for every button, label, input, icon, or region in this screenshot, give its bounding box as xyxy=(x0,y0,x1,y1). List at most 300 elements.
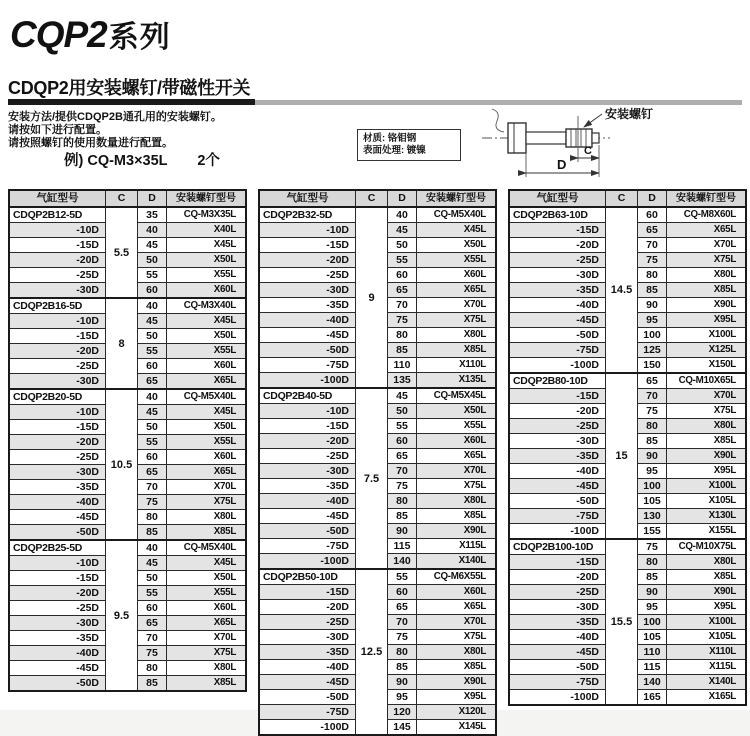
screw-diagram-svg xyxy=(478,96,746,190)
screw-model-cell: X150L xyxy=(667,358,747,374)
cylinder-model-cell: -35D xyxy=(9,631,106,646)
screw-model-cell: X110L xyxy=(417,358,497,373)
cylinder-model-cell: -35D xyxy=(259,298,356,313)
cylinder-model-cell: -35D xyxy=(259,645,356,660)
dim-d-cell: 65 xyxy=(638,223,667,238)
screw-model-cell: X65L xyxy=(167,616,247,631)
material-box xyxy=(357,129,461,161)
dim-d-cell: 60 xyxy=(388,268,417,283)
dim-d-cell: 110 xyxy=(388,358,417,373)
cylinder-model-cell: CDQP2B16-5D xyxy=(9,298,106,314)
cylinder-model-cell: -35D xyxy=(509,615,606,630)
dim-d-cell: 60 xyxy=(138,359,167,374)
screw-head xyxy=(508,123,526,153)
dim-d-cell: 80 xyxy=(638,419,667,434)
screw-model-cell: X95L xyxy=(667,600,747,615)
screw-model-cell: X95L xyxy=(667,313,747,328)
table-row xyxy=(9,389,246,405)
dim-d-cell: 105 xyxy=(638,494,667,509)
screw-model-cell: X45L xyxy=(167,405,247,420)
dim-d-cell: 80 xyxy=(388,645,417,660)
dim-d-cell: 60 xyxy=(138,601,167,616)
intro-text xyxy=(8,111,222,150)
cylinder-model-cell: -25D xyxy=(259,268,356,283)
dim-d-cell: 75 xyxy=(638,539,667,555)
dim-d-cell: 165 xyxy=(638,690,667,706)
screw-model-cell: CQ-M3X40L xyxy=(167,298,247,314)
cylinder-model-cell: -75D xyxy=(259,539,356,554)
cylinder-model-cell: -15D xyxy=(9,420,106,435)
cylinder-model-cell: CDQP2B32-5D xyxy=(259,207,356,223)
cylinder-model-cell: -10D xyxy=(259,404,356,419)
screw-model-cell: X95L xyxy=(417,690,497,705)
dim-d-cell: 65 xyxy=(388,600,417,615)
dim-d-cell: 85 xyxy=(138,525,167,541)
cylinder-model-cell: -15D xyxy=(9,571,106,586)
screw-model-cell: X70L xyxy=(417,464,497,479)
table-row xyxy=(9,540,246,556)
dim-d-cell: 75 xyxy=(388,630,417,645)
table-row xyxy=(259,569,496,585)
cylinder-model-cell: -25D xyxy=(509,253,606,268)
screw-model-cell: X50L xyxy=(417,404,497,419)
screw-model-cell: X75L xyxy=(667,404,747,419)
screw-model-cell: X70L xyxy=(417,615,497,630)
dim-c-cell: 7.5 xyxy=(356,388,388,569)
cylinder-model-cell: -75D xyxy=(259,705,356,720)
screw-model-cell: X50L xyxy=(167,329,247,344)
dim-d-cell: 95 xyxy=(638,600,667,615)
cylinder-model-cell: -15D xyxy=(259,238,356,253)
cylinder-model-cell: CDQP2B63-10D xyxy=(509,207,606,223)
dim-d-cell: 55 xyxy=(388,253,417,268)
dim-d-cell: 50 xyxy=(388,238,417,253)
dim-d-cell: 140 xyxy=(388,554,417,570)
dim-d-cell: 45 xyxy=(388,388,417,404)
cylinder-model-cell: -35D xyxy=(509,449,606,464)
screw-tip xyxy=(592,133,599,143)
cylinder-model-cell: -10D xyxy=(9,223,106,238)
screw-model-cell: X100L xyxy=(667,479,747,494)
dim-d-cell: 65 xyxy=(138,465,167,480)
dim-d-cell: 90 xyxy=(388,675,417,690)
spec-table-container-2 xyxy=(258,189,490,736)
cylinder-model-cell: -15D xyxy=(259,419,356,434)
cylinder-model-cell: -20D xyxy=(509,404,606,419)
screw-model-cell: X80L xyxy=(417,328,497,343)
screw-model-cell: X80L xyxy=(667,419,747,434)
screw-model-cell: X90L xyxy=(667,585,747,600)
dim-d-cell: 100 xyxy=(638,328,667,343)
dim-d-cell: 85 xyxy=(138,676,167,692)
cylinder-model-cell: -100D xyxy=(259,554,356,570)
column-header-c: C xyxy=(606,190,638,207)
dim-d-cell: 45 xyxy=(138,405,167,420)
screw-model-cell: CQ-M3X35L xyxy=(167,207,247,223)
screw-model-cell: X155L xyxy=(667,524,747,540)
screw-model-cell: X70L xyxy=(417,298,497,313)
screw-model-cell: X90L xyxy=(417,675,497,690)
cylinder-model-cell: -100D xyxy=(259,373,356,389)
cylinder-model-cell: -30D xyxy=(509,600,606,615)
screw-model-cell: X80L xyxy=(667,555,747,570)
cylinder-model-cell: -100D xyxy=(259,720,356,736)
table-row xyxy=(9,298,246,314)
dim-d-cell: 45 xyxy=(138,556,167,571)
dim-c-cell: 10.5 xyxy=(106,389,138,540)
screw-model-cell: X65L xyxy=(417,600,497,615)
dim-d-cell: 65 xyxy=(138,374,167,390)
dim-d-cell: 90 xyxy=(638,449,667,464)
cylinder-model-cell: -40D xyxy=(259,660,356,675)
dim-d-cell: 65 xyxy=(138,616,167,631)
dimension-c-label: C xyxy=(584,145,592,157)
column-header-model: 气缸型号 xyxy=(259,190,356,207)
dim-d-cell: 80 xyxy=(388,494,417,509)
cylinder-model-cell: -75D xyxy=(509,675,606,690)
cylinder-model-cell: -30D xyxy=(9,465,106,480)
dim-d-cell: 65 xyxy=(388,449,417,464)
dim-d-cell: 55 xyxy=(138,344,167,359)
dim-d-cell: 45 xyxy=(388,223,417,238)
cylinder-model-cell: -30D xyxy=(9,616,106,631)
dim-d-cell: 55 xyxy=(388,569,417,585)
screw-diagram xyxy=(478,96,746,195)
screw-model-cell: X140L xyxy=(667,675,747,690)
screw-model-cell: X80L xyxy=(667,268,747,283)
cylinder-model-cell: -15D xyxy=(509,223,606,238)
cylinder-model-cell: -15D xyxy=(259,585,356,600)
cylinder-model-cell: -10D xyxy=(9,314,106,329)
column-header-d: D xyxy=(138,190,167,207)
series-title xyxy=(10,12,171,56)
cylinder-model-cell: -45D xyxy=(509,645,606,660)
table-row xyxy=(9,207,246,223)
dim-d-cell: 140 xyxy=(638,675,667,690)
dim-d-cell: 40 xyxy=(138,389,167,405)
screw-model-cell: X65L xyxy=(417,283,497,298)
series-title-cjk: 系列 xyxy=(108,21,171,54)
cylinder-model-cell: -50D xyxy=(509,494,606,509)
column-header-model: 气缸型号 xyxy=(9,190,106,207)
screw-model-cell: X105L xyxy=(667,630,747,645)
dim-d-cell: 85 xyxy=(388,509,417,524)
cylinder-model-cell: -35D xyxy=(9,480,106,495)
screw-model-cell: X60L xyxy=(167,601,247,616)
material-line: 材质: 铬钼钢 xyxy=(363,133,417,144)
screw-model-cell: X75L xyxy=(417,630,497,645)
cylinder-model-cell: -15D xyxy=(509,555,606,570)
screw-model-cell: X70L xyxy=(667,238,747,253)
dim-d-cell: 45 xyxy=(138,238,167,253)
table-row xyxy=(509,539,746,555)
cylinder-model-cell: -100D xyxy=(509,524,606,540)
cylinder-model-cell: CDQP2B100-10D xyxy=(509,539,606,555)
screw-model-cell: X120L xyxy=(417,705,497,720)
screw-model-cell: X100L xyxy=(667,328,747,343)
dim-d-cell: 150 xyxy=(638,358,667,374)
dim-d-cell: 70 xyxy=(638,238,667,253)
dim-d-cell: 40 xyxy=(138,298,167,314)
dim-d-cell: 65 xyxy=(388,283,417,298)
screw-model-cell: X45L xyxy=(167,556,247,571)
dim-d-cell: 145 xyxy=(388,720,417,736)
screw-model-cell: X50L xyxy=(417,238,497,253)
screw-label: 安装螺钉 xyxy=(605,107,654,121)
screw-model-cell: X85L xyxy=(167,525,247,541)
dim-d-cell: 70 xyxy=(138,480,167,495)
screw-model-cell: X75L xyxy=(167,646,247,661)
table-row xyxy=(509,373,746,389)
dim-d-cell: 65 xyxy=(638,373,667,389)
heading-rule-black xyxy=(8,99,255,105)
screw-model-cell: X90L xyxy=(667,449,747,464)
screw-model-cell: X90L xyxy=(667,298,747,313)
screw-model-cell: X85L xyxy=(667,283,747,298)
dim-d-cell: 85 xyxy=(638,434,667,449)
dim-d-cell: 45 xyxy=(138,314,167,329)
dim-d-cell: 55 xyxy=(138,586,167,601)
dim-c-cell: 9.5 xyxy=(106,540,138,691)
dim-d-cell: 95 xyxy=(388,690,417,705)
dim-d-cell: 135 xyxy=(388,373,417,389)
cylinder-model-cell: -45D xyxy=(259,509,356,524)
dim-d-cell: 75 xyxy=(638,253,667,268)
cylinder-model-cell: -25D xyxy=(259,449,356,464)
cylinder-model-cell: -100D xyxy=(509,358,606,374)
column-header-d: D xyxy=(638,190,667,207)
cylinder-model-cell: -20D xyxy=(259,434,356,449)
dim-c-cell: 12.5 xyxy=(356,569,388,735)
cylinder-model-cell: -35D xyxy=(259,479,356,494)
dim-c-cell: 15.5 xyxy=(606,539,638,705)
screw-model-cell: X85L xyxy=(417,343,497,358)
screw-model-cell: CQ-M8X60L xyxy=(667,207,747,223)
column-header-model: 气缸型号 xyxy=(509,190,606,207)
table-row xyxy=(509,207,746,223)
cylinder-model-cell: -15D xyxy=(9,238,106,253)
screw-spec-table-1 xyxy=(8,189,247,692)
screw-model-cell: X105L xyxy=(667,494,747,509)
screw-model-cell: CQ-M10X75L xyxy=(667,539,747,555)
cylinder-model-cell: -25D xyxy=(259,615,356,630)
screw-model-cell: X40L xyxy=(167,223,247,238)
cylinder-model-cell: -45D xyxy=(259,328,356,343)
dim-d-cell: 115 xyxy=(388,539,417,554)
dim-d-cell: 50 xyxy=(138,420,167,435)
column-header-screw: 安装螺钉型号 xyxy=(417,190,497,207)
order-example-label: 例) CQ-M3×35L xyxy=(64,153,168,169)
dim-d-cell: 60 xyxy=(388,585,417,600)
cylinder-model-cell: -20D xyxy=(9,253,106,268)
intro-line-1: 安装方法/提供CDQP2B通孔用的安装螺钉。 xyxy=(8,111,222,123)
screw-model-cell: X75L xyxy=(667,253,747,268)
screw-model-cell: X60L xyxy=(167,359,247,374)
screw-model-cell: X85L xyxy=(417,509,497,524)
dim-d-cell: 50 xyxy=(138,329,167,344)
cylinder-model-cell: -75D xyxy=(259,358,356,373)
surface-treatment-line: 表面处理: 镀镍 xyxy=(363,145,426,156)
section-heading: CDQP2用安装螺钉/带磁性开关 xyxy=(8,78,251,98)
cylinder-model-cell: -45D xyxy=(509,313,606,328)
cylinder-model-cell: -20D xyxy=(9,435,106,450)
screw-model-cell: X95L xyxy=(667,464,747,479)
cylinder-model-cell: -30D xyxy=(9,374,106,390)
dim-c-cell: 5.5 xyxy=(106,207,138,298)
screw-model-cell: X115L xyxy=(667,660,747,675)
cylinder-model-cell: -25D xyxy=(9,359,106,374)
dimension-d-label: D xyxy=(557,157,567,172)
dim-d-cell: 85 xyxy=(388,660,417,675)
screw-model-cell: X80L xyxy=(167,510,247,525)
dim-d-cell: 125 xyxy=(638,343,667,358)
cylinder-model-cell: CDQP2B50-10D xyxy=(259,569,356,585)
dim-d-cell: 90 xyxy=(638,298,667,313)
table-row xyxy=(259,207,496,223)
cylinder-model-cell: -45D xyxy=(9,510,106,525)
cylinder-model-cell: -10D xyxy=(259,223,356,238)
dim-d-cell: 35 xyxy=(138,207,167,223)
screw-model-cell: X60L xyxy=(167,283,247,299)
dim-d-cell: 70 xyxy=(138,631,167,646)
cylinder-model-cell: -10D xyxy=(9,556,106,571)
column-header-screw: 安装螺钉型号 xyxy=(667,190,747,207)
cylinder-model-cell: CDQP2B12-5D xyxy=(9,207,106,223)
screw-model-cell: X85L xyxy=(417,660,497,675)
screw-model-cell: CQ-M5X45L xyxy=(417,388,497,404)
cylinder-model-cell: -50D xyxy=(9,676,106,692)
screw-model-cell: CQ-M5X40L xyxy=(167,540,247,556)
screw-model-cell: X85L xyxy=(667,434,747,449)
dim-d-cell: 95 xyxy=(638,464,667,479)
dim-d-cell: 70 xyxy=(638,389,667,404)
dim-d-cell: 75 xyxy=(638,404,667,419)
cylinder-model-cell: -20D xyxy=(9,586,106,601)
cylinder-model-cell: -75D xyxy=(509,343,606,358)
screw-model-cell: X90L xyxy=(417,524,497,539)
dim-d-cell: 80 xyxy=(388,328,417,343)
dim-d-cell: 70 xyxy=(388,464,417,479)
screw-model-cell: X65L xyxy=(667,223,747,238)
cylinder-model-cell: -45D xyxy=(9,661,106,676)
dim-d-cell: 95 xyxy=(638,313,667,328)
intro-line-3: 请按照螺钉的使用数量进行配置。 xyxy=(8,137,173,149)
spec-table-container-3 xyxy=(508,189,740,706)
dim-d-cell: 100 xyxy=(638,479,667,494)
series-title-latin: CQP2 xyxy=(10,14,107,55)
cylinder-model-cell: -20D xyxy=(9,344,106,359)
dim-d-cell: 90 xyxy=(388,524,417,539)
cylinder-model-cell: -45D xyxy=(509,479,606,494)
dim-d-cell: 70 xyxy=(388,615,417,630)
screw-model-cell: X50L xyxy=(167,420,247,435)
screw-model-cell: X80L xyxy=(167,661,247,676)
break-squiggle xyxy=(492,109,504,132)
screw-model-cell: X55L xyxy=(167,435,247,450)
dim-d-cell: 75 xyxy=(388,313,417,328)
cylinder-model-cell: -20D xyxy=(259,253,356,268)
cylinder-model-cell: -40D xyxy=(509,464,606,479)
screw-model-cell: X140L xyxy=(417,554,497,570)
screw-spec-table-2 xyxy=(258,189,497,736)
screw-model-cell: X65L xyxy=(167,465,247,480)
screw-model-cell: X70L xyxy=(167,480,247,495)
dim-d-cell: 75 xyxy=(388,479,417,494)
screw-model-cell: X50L xyxy=(167,253,247,268)
screw-shaft xyxy=(526,132,566,144)
dim-d-cell: 50 xyxy=(138,253,167,268)
screw-model-cell: X110L xyxy=(667,645,747,660)
screw-model-cell: X55L xyxy=(417,253,497,268)
screw-model-cell: X100L xyxy=(667,615,747,630)
dim-d-cell: 80 xyxy=(138,661,167,676)
dim-d-cell: 40 xyxy=(388,207,417,223)
cylinder-model-cell: -40D xyxy=(259,494,356,509)
dim-d-cell: 60 xyxy=(388,434,417,449)
dim-d-cell: 80 xyxy=(638,555,667,570)
screw-model-cell: X60L xyxy=(417,434,497,449)
table-row xyxy=(259,388,496,404)
order-example-qty: 2个 xyxy=(197,153,220,169)
screw-model-cell: CQ-M10X65L xyxy=(667,373,747,389)
column-header-screw: 安装螺钉型号 xyxy=(167,190,247,207)
screw-model-cell: X75L xyxy=(417,313,497,328)
cylinder-model-cell: CDQP2B40-5D xyxy=(259,388,356,404)
dim-d-cell: 55 xyxy=(388,419,417,434)
cylinder-model-cell: -45D xyxy=(259,675,356,690)
screw-model-cell: X55L xyxy=(167,586,247,601)
dim-d-cell: 105 xyxy=(638,630,667,645)
dim-d-cell: 100 xyxy=(638,615,667,630)
screw-model-cell: CQ-M6X55L xyxy=(417,569,497,585)
screw-model-cell: X60L xyxy=(417,585,497,600)
cylinder-model-cell: -30D xyxy=(259,464,356,479)
intro-line-2: 请按如下进行配置。 xyxy=(8,124,107,136)
spec-table-container-1 xyxy=(8,189,240,692)
order-example xyxy=(64,149,220,170)
cylinder-model-cell: -50D xyxy=(259,690,356,705)
dim-d-cell: 75 xyxy=(138,646,167,661)
cylinder-model-cell: -20D xyxy=(509,238,606,253)
dim-d-cell: 60 xyxy=(638,207,667,223)
screw-model-cell: X55L xyxy=(167,344,247,359)
screw-model-cell: X80L xyxy=(417,645,497,660)
screw-model-cell: X145L xyxy=(417,720,497,736)
cylinder-model-cell: -50D xyxy=(509,660,606,675)
cylinder-model-cell: -30D xyxy=(9,283,106,299)
cylinder-model-cell: -50D xyxy=(9,525,106,541)
dim-d-cell: 55 xyxy=(138,268,167,283)
screw-model-cell: X45L xyxy=(167,238,247,253)
cylinder-model-cell: -25D xyxy=(509,419,606,434)
screw-model-cell: CQ-M5X40L xyxy=(417,207,497,223)
screw-model-cell: X115L xyxy=(417,539,497,554)
cylinder-model-cell: -30D xyxy=(259,283,356,298)
dim-d-cell: 40 xyxy=(138,540,167,556)
cylinder-model-cell: -30D xyxy=(259,630,356,645)
cylinder-model-cell: -15D xyxy=(509,389,606,404)
cylinder-model-cell: -25D xyxy=(9,450,106,465)
cylinder-model-cell: -30D xyxy=(509,268,606,283)
screw-model-cell: X65L xyxy=(167,374,247,390)
screw-model-cell: X75L xyxy=(167,495,247,510)
dim-d-cell: 40 xyxy=(138,223,167,238)
screw-model-cell: X135L xyxy=(417,373,497,389)
cylinder-model-cell: -25D xyxy=(9,268,106,283)
dim-c-cell: 14.5 xyxy=(606,207,638,373)
screw-model-cell: X50L xyxy=(167,571,247,586)
cylinder-model-cell: -40D xyxy=(509,630,606,645)
